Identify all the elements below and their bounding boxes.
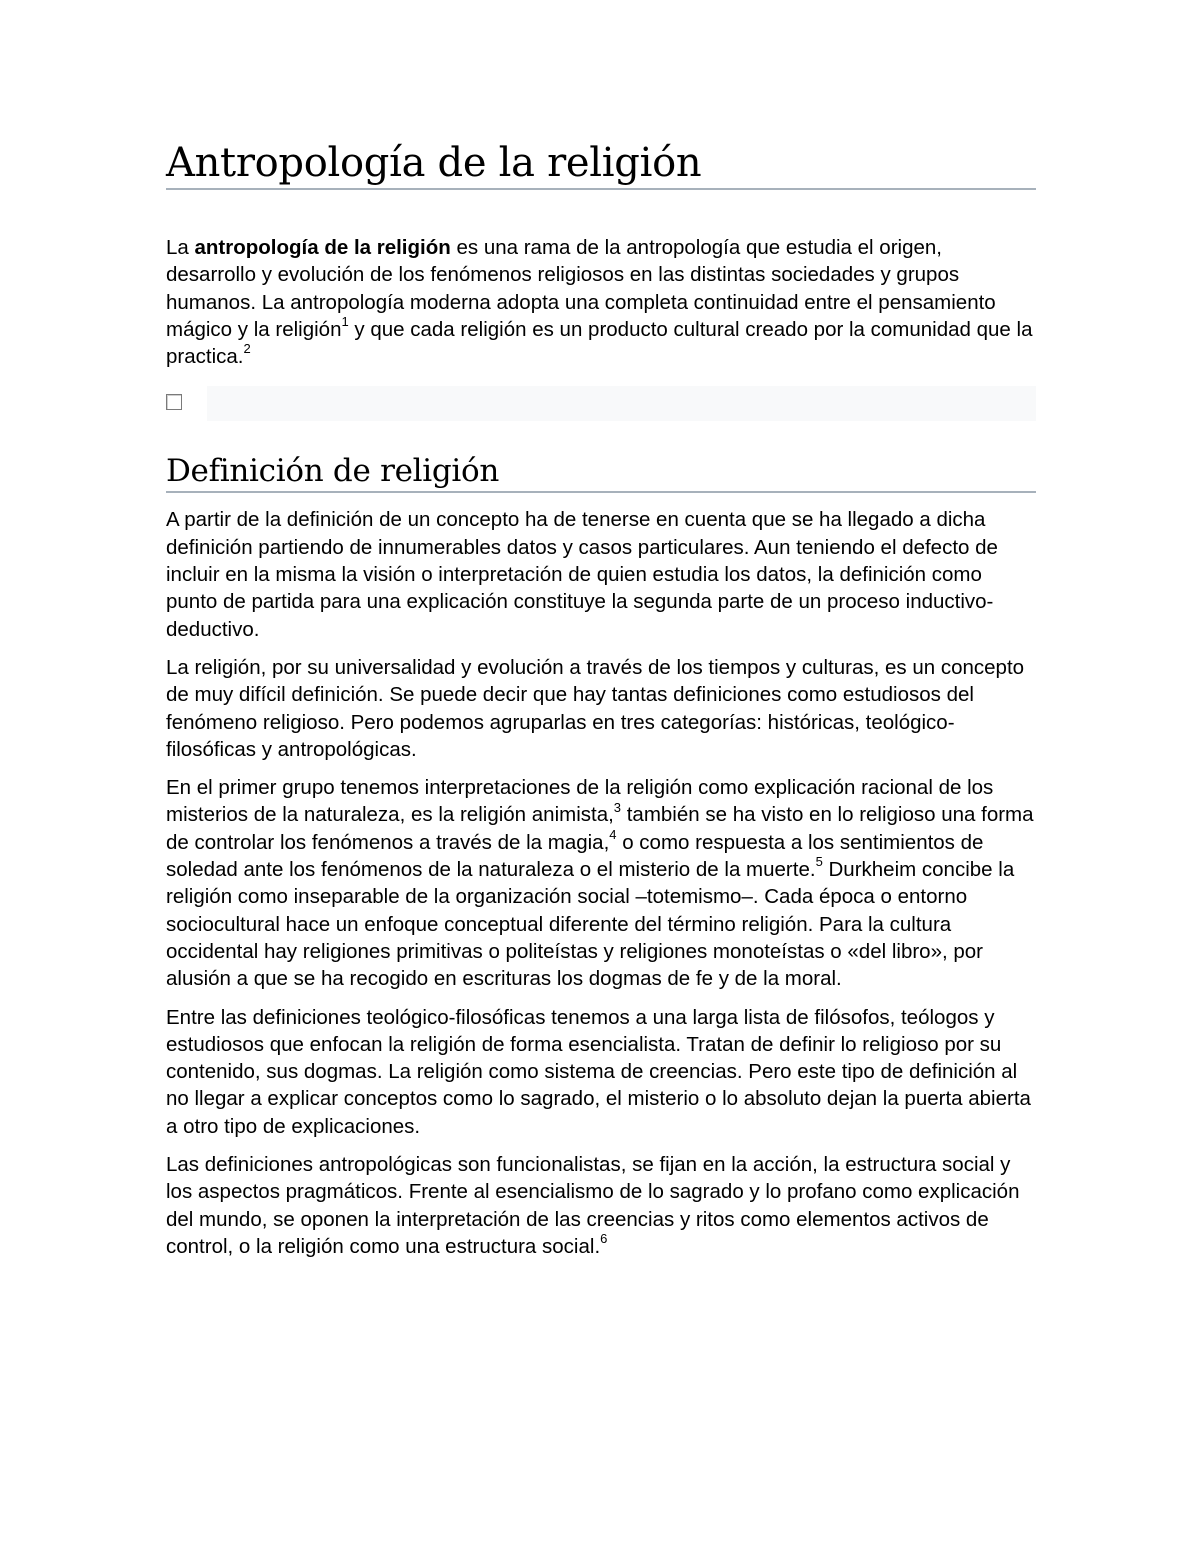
reference-6[interactable]: 6 bbox=[600, 1231, 608, 1247]
section-heading: Definición de religión bbox=[166, 452, 1036, 493]
intro-text-1: es una rama de la antropología que estudia el origen, desarrollo y evolución de los fenómenos religiosos en las distintas sociedades y grupos humanos. La antropología moderna adopta una completa continuidad entre el pensamiento mágico y la religión bbox=[166, 236, 996, 341]
p3-text-1: En el primer grupo tenemos interpretaciones de la religión como explicación racional de los misterios de la naturaleza, es la religión animista, bbox=[166, 776, 994, 827]
p3-text-4: Durkheim concibe la religión como inseparable de la organización social –totemismo–. Cada época o entorno sociocultural hace un enfoque conceptual diferente del término religión. Para la cultura occidental hay religiones primitivas o politeístas y religiones monoteístas o «del libro», por alusión a que se ha recogido en escrituras los dogmas de fe y de la moral. bbox=[166, 858, 1015, 991]
reference-3[interactable]: 3 bbox=[613, 799, 622, 815]
intro-paragraph bbox=[166, 234, 1036, 370]
document-page bbox=[166, 140, 1036, 1260]
intro-lead: La bbox=[166, 236, 195, 259]
section-paragraph-4: Entre las definiciones teológico-filosóficas tenemos a una larga lista de filósofos, teólogos y estudiosos que enfocan la religión de forma esencialista. Tratan de definir lo religioso por su contenido, sus dogmas. La religión como sistema de creencias. Pero este tipo de definición al no llegar a explicar conceptos como lo sagrado, el misterio o lo absoluto dejan la puerta abierta a otro tipo de explicaciones. bbox=[166, 1005, 1031, 1138]
intro-text-2: y que cada religión es un producto cultural creado por la comunidad que la practica. bbox=[166, 317, 1033, 369]
reference-1[interactable]: 1 bbox=[341, 314, 349, 330]
intro-term: antropología de la religión bbox=[194, 236, 451, 259]
page-title: Antropología de la religión bbox=[166, 140, 1036, 190]
reference-4[interactable]: 4 bbox=[609, 826, 617, 842]
broken-image-icon[interactable] bbox=[166, 394, 182, 410]
p5-text-1: Las definiciones antropológicas son funcionalistas, se fijan en la acción, la estructura social y los aspectos pragmáticos. Frente al esencialismo de lo sagrado y lo profano como explicación del mundo, se oponen la interpretación de las creencias y ritos como elementos activos de control, o la religión como una estructura social. bbox=[166, 1153, 1020, 1258]
image-caption bbox=[207, 386, 1036, 421]
section-paragraph-1: A partir de la definición de un concepto ha de tenerse en cuenta que se ha llegado a dicha definición partiendo de innumerables datos y casos particulares. Aun teniendo el defecto de incluir en la misma la visión o interpretación de quien estudia los datos, la definición como punto de partida para una explicación constituye la segunda parte de un proceso inductivo-deductivo. bbox=[166, 508, 998, 641]
p3-text-2: también se ha visto en lo religioso una forma de controlar los fenómenos a través de la magia, bbox=[166, 803, 1034, 854]
section-paragraph-2: La religión, por su universalidad y evolución a través de los tiempos y culturas, es un concepto de muy difícil definición. Se puede decir que hay tantas definiciones como estudiosos del fenómeno religioso. Pero podemos agruparlas en tres categorías: históricas, teológico-filosóficas y antropológicas. bbox=[166, 655, 1025, 761]
p3-text-3: o como respuesta a los sentimientos de soledad ante los fenómenos de la naturaleza o el misterio de la muerte. bbox=[166, 830, 984, 882]
reference-2[interactable]: 2 bbox=[243, 341, 251, 357]
reference-5[interactable]: 5 bbox=[815, 854, 823, 870]
section-paragraph-5 bbox=[166, 1151, 1036, 1260]
image-figure bbox=[166, 386, 1036, 422]
section-paragraph-3 bbox=[166, 774, 1036, 992]
